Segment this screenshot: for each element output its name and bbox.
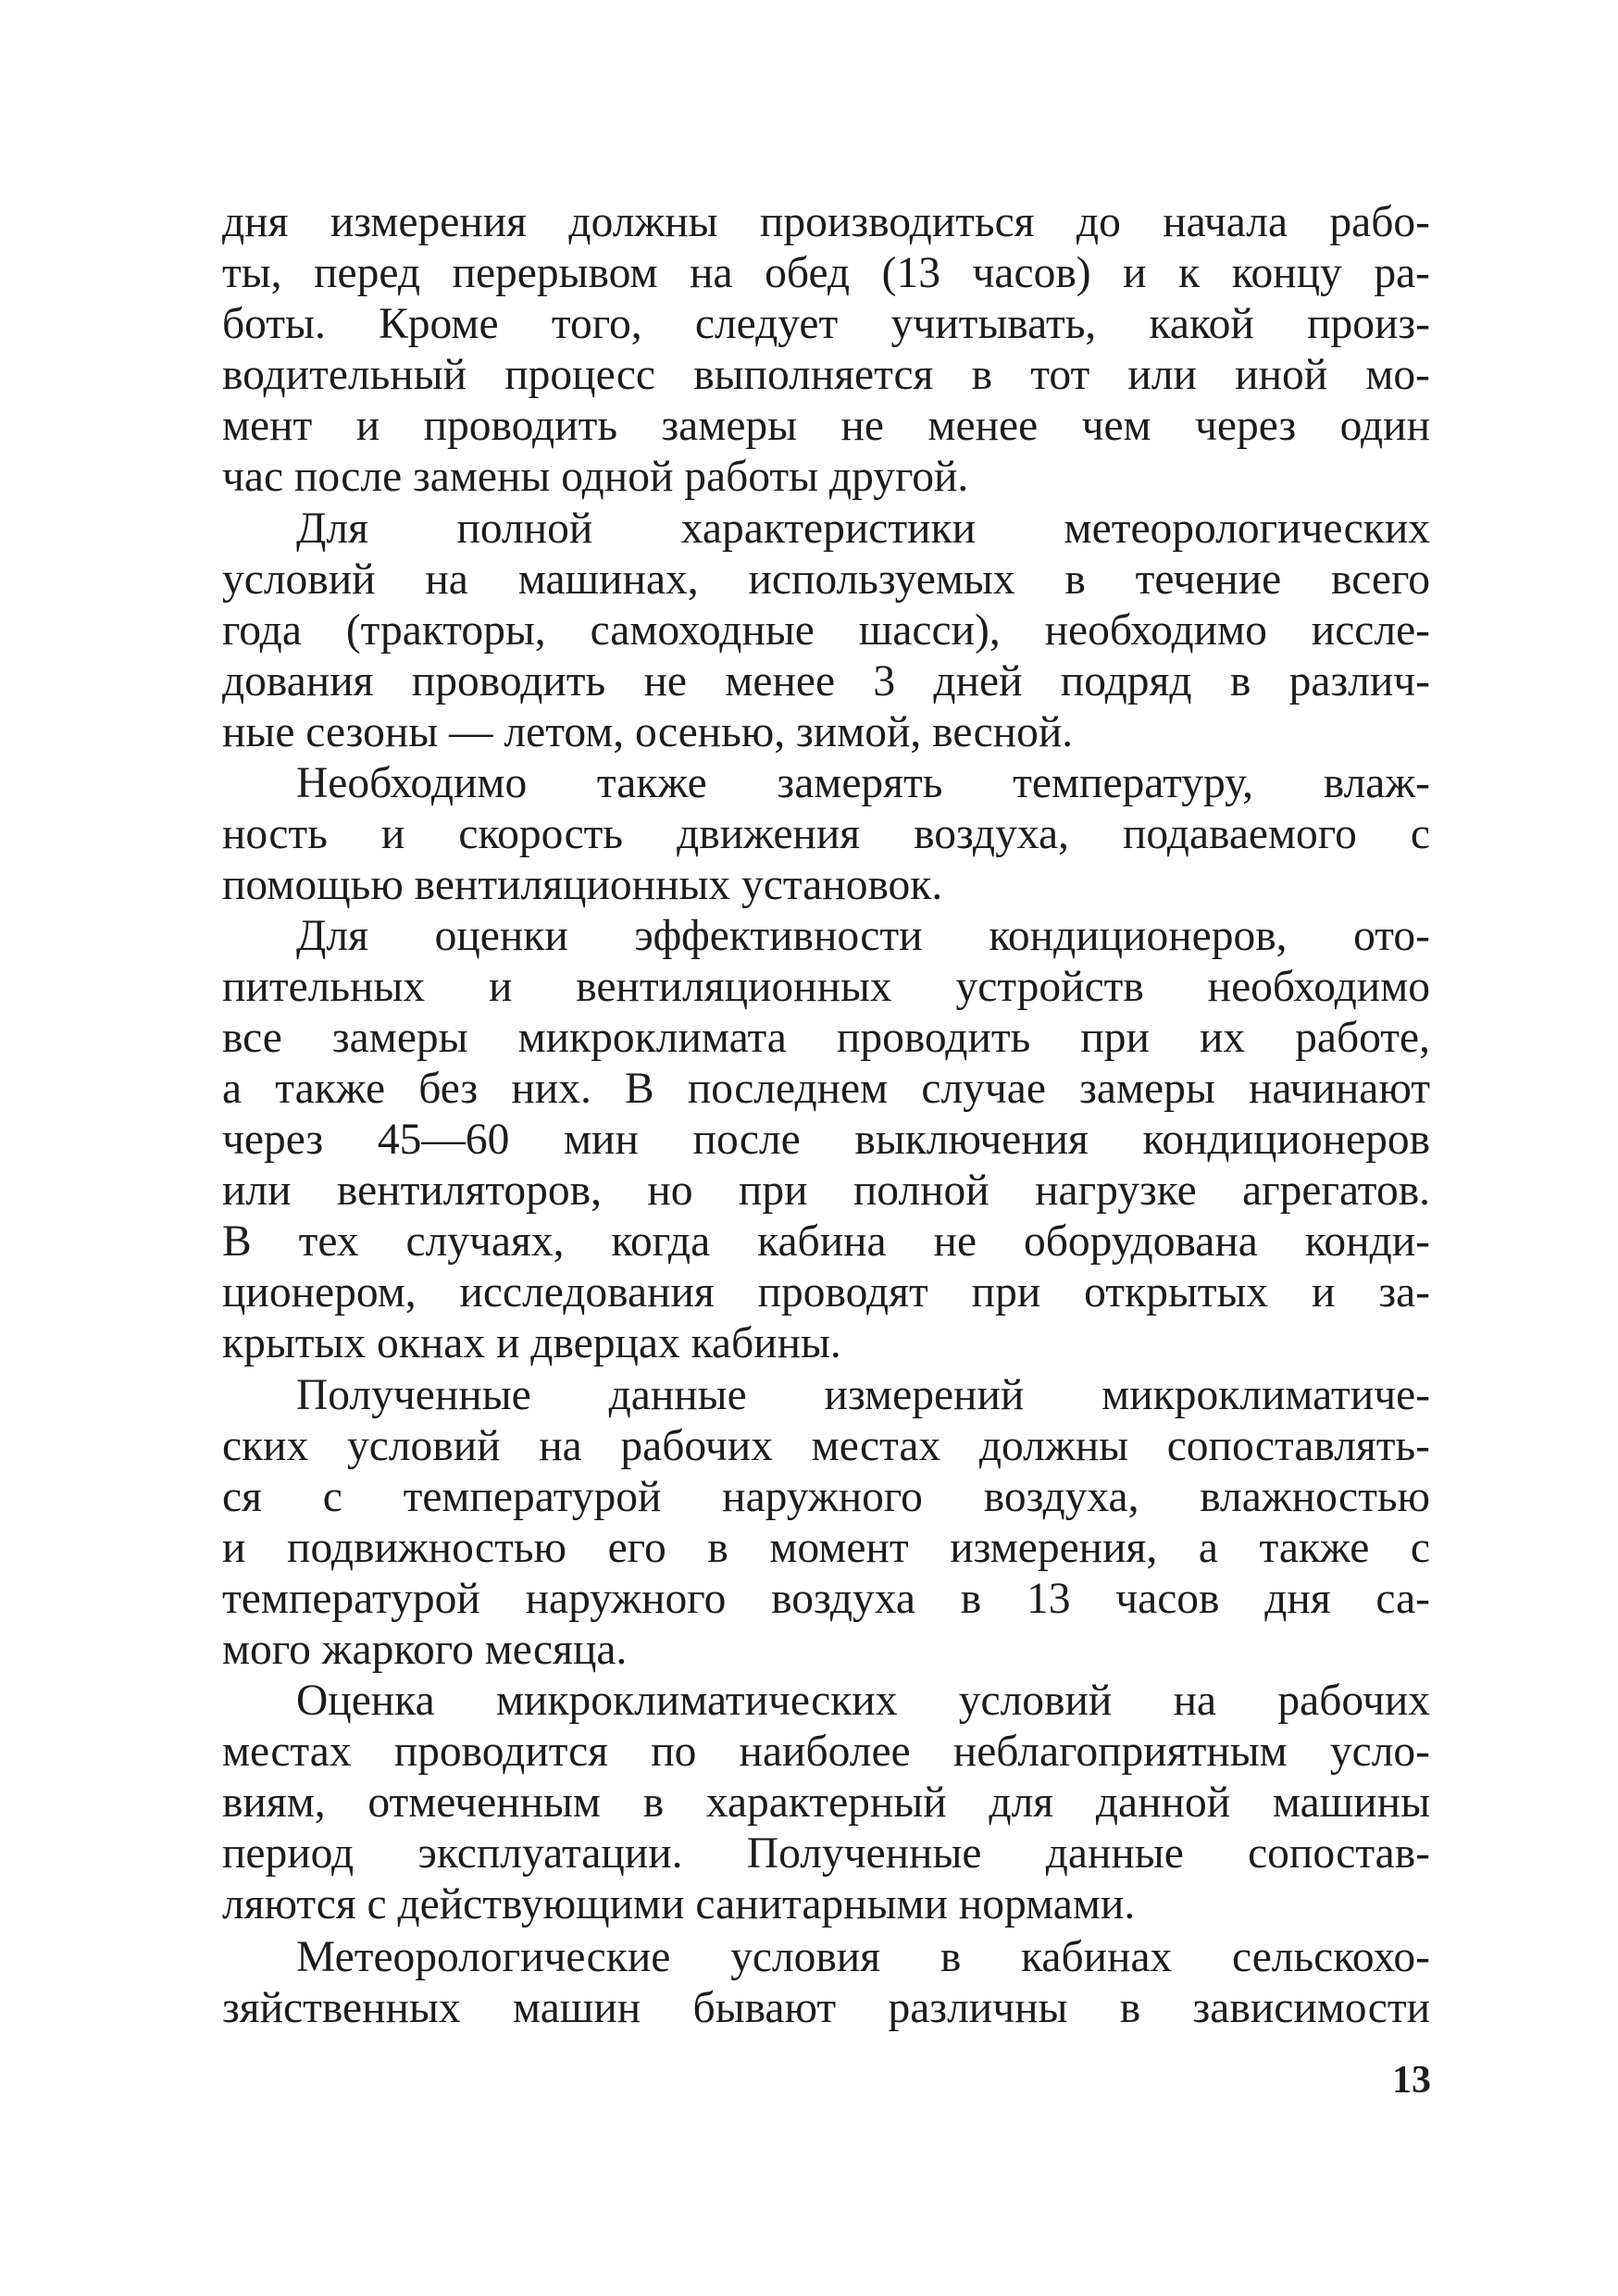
text-line: Метеорологические условия в кабинах сельскохо- (296, 1933, 1430, 1981)
text-line: ты, перед перерывом на обед (13 часов) и к концу ра- (222, 249, 1430, 297)
text-line: через 45—60 мин после выключения кондиционеров (222, 1116, 1430, 1164)
text-line: ционером, исследования проводят при открытых и за- (222, 1268, 1430, 1316)
text-line: В тех случаях, когда кабина не оборудована конди- (222, 1217, 1430, 1266)
text-line: Необходимо также замерять температуру, влаж- (296, 759, 1430, 807)
text-line: водительный процесс выполняется в тот или иной мо- (222, 351, 1430, 399)
text-line: и подвижностью его в момент измерения, а также с (222, 1524, 1430, 1572)
text-line: условий на машинах, используемых в течение всего (222, 555, 1430, 604)
text-line: ся с температурой наружного воздуха, влажностью (222, 1473, 1430, 1521)
text-line: ских условий на рабочих местах должны сопоставлять- (222, 1422, 1430, 1470)
text-line: зяйственных машин бывают различны в зависимости (222, 1984, 1430, 2032)
text-line: температурой наружного воздуха в 13 часов дня са- (222, 1575, 1430, 1623)
text-line: мент и проводить замеры не менее чем через один (222, 402, 1430, 450)
text-line: ность и скорость движения воздуха, подаваемого с (222, 810, 1430, 858)
text-line: дования проводить не менее 3 дней подряд в различ- (222, 657, 1430, 705)
text-line: дня измерения должны производиться до начала рабо- (222, 198, 1430, 246)
text-line: года (тракторы, самоходные шасси), необходимо иссле- (222, 606, 1430, 655)
text-line: ные сезоны — летом, осенью, зимой, весной. (222, 708, 1074, 756)
text-line: местах проводится по наиболее неблагоприятным усло- (222, 1728, 1430, 1776)
text-line: Для полной характеристики метеорологических (296, 505, 1430, 553)
text-line: а также без них. В последнем случае замеры начинают (222, 1065, 1430, 1113)
text-line: боты. Кроме того, следует учитывать, какой произ- (222, 300, 1430, 348)
text-line: мого жаркого месяца. (222, 1626, 628, 1674)
text-line: Оценка микроклиматических условий на рабочих (296, 1677, 1430, 1725)
text-line: или вентиляторов, но при полной нагрузке агрегатов. (222, 1167, 1430, 1215)
text-line: ляются с действующими санитарными нормами. (222, 1880, 1136, 1928)
text-line: период эксплуатации. Полученные данные сопостав- (222, 1829, 1430, 1878)
text-line: крытых окнах и дверцах кабины. (222, 1319, 841, 1367)
text-line: Полученные данные измерений микроклиматиче- (296, 1371, 1430, 1419)
text-line: час после замены одной работы другой. (222, 453, 969, 501)
text-line: виям, отмеченным в характерный для данной машины (222, 1778, 1430, 1827)
text-line: Для оценки эффективности кондиционеров, ото- (296, 912, 1430, 960)
page-number: 13 (1392, 2059, 1431, 2102)
text-line: все замеры микроклимата проводить при их работе, (222, 1014, 1430, 1062)
text-line: помощью вентиляционных установок. (222, 861, 943, 909)
text-line: пительных и вентиляционных устройств необходимо (222, 963, 1430, 1011)
